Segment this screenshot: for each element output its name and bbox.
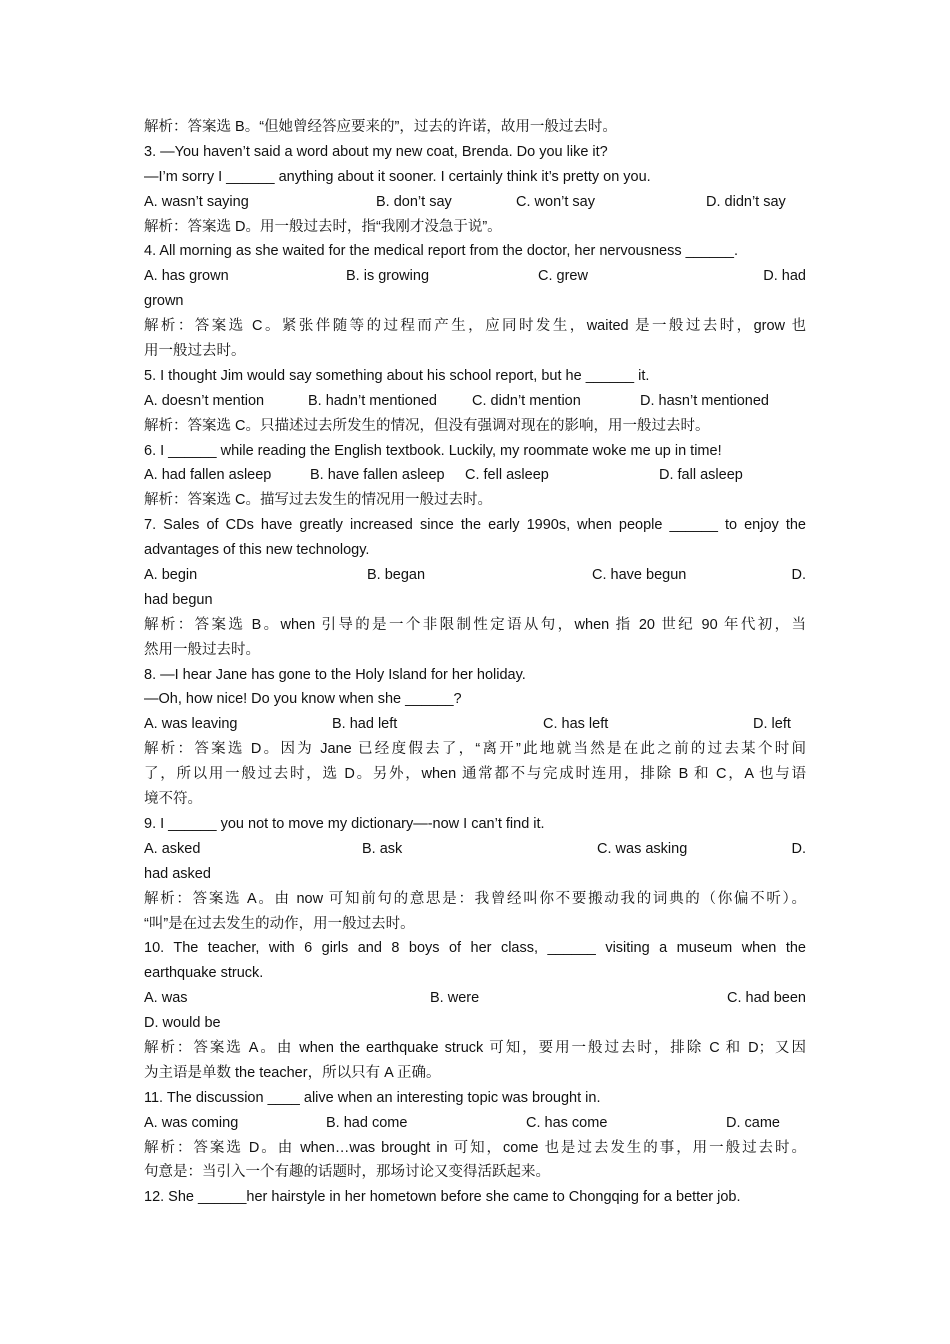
question-3-dialogue: 3. —You haven’t said a word about my new coat, Brenda. Do you like it? [144, 143, 608, 160]
option: B. had left [332, 716, 398, 733]
option: D. had [763, 268, 806, 285]
option: A. wasn’t saying [144, 193, 249, 210]
answer-explanation: 解析：答案选 C。紧张伴随等的过程而产生，应同时发生，waited 是一般过去时，grow 也 [144, 318, 806, 335]
option: B. have fallen asleep [310, 467, 445, 484]
option: C. grew [538, 268, 588, 285]
question-3-dialogue: —I’m sorry I ______ anything about it sooner. I certainly think it’s pretty on you. [144, 168, 651, 185]
option: D. [791, 567, 806, 584]
question-9: 9. I ______ you not to move my dictionary—-now I can’t find it. [144, 815, 545, 832]
option: B. had come [326, 1114, 408, 1131]
option: C. didn’t mention [472, 392, 581, 409]
options-q10 [144, 986, 806, 1011]
option: A. has grown [144, 268, 229, 285]
option: A. doesn’t mention [144, 392, 265, 409]
option: B. began [367, 567, 426, 584]
options-q9 [144, 837, 806, 862]
answer-explanation: 解析：答案选 D。用一般过去时，指“我刚才没急于说”。 [144, 218, 502, 235]
answer-explanation: 用一般过去时。 [144, 343, 246, 360]
answer-explanation: 解析：答案选 D。由 when…was brought in 可知，come 也是过去发生的事，用一般过去时。 [144, 1139, 806, 1156]
answer-explanation: 解析：答案选 A。由 when the earthquake struck 可知，要用一般过去时，排除 C 和 D；又因 [144, 1039, 806, 1056]
option: C. fell asleep [465, 467, 549, 484]
question-4: 4. All morning as she waited for the medical report from the doctor, her nervousness ______. [144, 243, 739, 260]
option: D. left [753, 716, 791, 733]
question-6: 6. I ______ while reading the English textbook. Luckily, my roommate woke me up in time! [144, 442, 722, 459]
question-10: 10. The teacher, with 6 girls and 8 boys of her class, ______ visiting a museum when the [144, 940, 806, 957]
answer-explanation: 为主语是单数 the teacher，所以只有 A 正确。 [144, 1064, 441, 1081]
option: D. [791, 840, 806, 857]
option: C. had been [726, 990, 806, 1007]
option-continuation: D. would be [144, 1015, 221, 1032]
option: C. has left [543, 716, 609, 733]
option: A. had fallen asleep [144, 467, 272, 484]
question-7: advantages of this new technology. [144, 542, 370, 559]
answer-explanation: 境不符。 [144, 791, 202, 808]
question-10: earthquake struck. [144, 965, 264, 982]
question-12: 12. She ______her hairstyle in her hometown before she came to Chongqing for a better job. [144, 1189, 741, 1206]
option: B. don’t say [376, 193, 452, 210]
options-q8 [144, 712, 806, 737]
answer-explanation: 解析：答案选 D。因为 Jane 已经度假去了，“离开”此地就当然是在此之前的过去某个时间 [144, 741, 806, 758]
options-q6 [144, 463, 806, 488]
option: D. hasn’t mentioned [640, 392, 769, 409]
option: B. ask [362, 840, 403, 857]
option-continuation: had asked [144, 865, 211, 882]
option: C. has come [526, 1114, 608, 1131]
option: C. have begun [592, 567, 687, 584]
question-7: 7. Sales of CDs have greatly increased since the early 1990s, when people ______ to enjoy the [144, 517, 806, 534]
option: C. was asking [597, 840, 688, 857]
options-q11 [144, 1111, 806, 1136]
options-q5 [144, 389, 806, 414]
document-page [144, 115, 806, 1210]
answer-explanation: 解析：答案选 A。由 now 可知前句的意思是：我曾经叫你不要搬动我的词典的（你偏不听）。 [144, 890, 806, 907]
answer-explanation: 解析：答案选 B。“但她曾经答应要来的”，过去的许诺，故用一般过去时。 [144, 119, 617, 135]
option: A. was coming [144, 1114, 239, 1131]
answer-explanation: 了，所以用一般过去时，选 D。另外，when 通常都不与完成时连用，排除 B 和 C，A 也与语 [144, 766, 806, 783]
option: D. didn’t say [706, 193, 786, 210]
option: D. fall asleep [659, 467, 743, 484]
option-continuation: had begun [144, 591, 213, 608]
options-q3 [144, 190, 806, 215]
option: A. begin [144, 567, 198, 584]
option: A. asked [144, 840, 201, 857]
option: D. came [726, 1114, 780, 1131]
option: C. won’t say [516, 193, 595, 210]
question-8-dialogue: 8. —I hear Jane has gone to the Holy Island for her holiday. [144, 666, 526, 683]
option: A. was leaving [144, 716, 238, 733]
answer-explanation: 解析：答案选 B。when 引导的是一个非限制性定语从句，when 指 20 世纪 90 年代初，当 [144, 616, 806, 633]
option: B. hadn’t mentioned [308, 392, 437, 409]
option: B. were [430, 990, 480, 1007]
option-continuation: grown [144, 293, 184, 310]
answer-explanation: 句意是：当引入一个有趣的话题时，那场讨论又变得活跃起来。 [144, 1164, 550, 1181]
answer-explanation: 解析：答案选 C。描写过去发生的情况用一般过去时。 [144, 492, 492, 509]
question-5: 5. I thought Jim would say something about his school report, but he ______ it. [144, 367, 650, 384]
options-q4 [144, 264, 806, 289]
option: B. is growing [346, 268, 430, 285]
option: A. was [144, 990, 188, 1007]
answer-explanation: 解析：答案选 C。只描述过去所发生的情况，但没有强调对现在的影响，用一般过去时。 [144, 417, 710, 434]
answer-explanation: “叫”是在过去发生的动作，用一般过去时。 [144, 915, 415, 932]
answer-explanation: 然用一般过去时。 [144, 641, 260, 658]
options-q7 [144, 563, 806, 588]
question-8-dialogue: —Oh, how nice! Do you know when she ______? [144, 691, 462, 708]
question-11: 11. The discussion ____ alive when an interesting topic was brought in. [144, 1089, 601, 1106]
